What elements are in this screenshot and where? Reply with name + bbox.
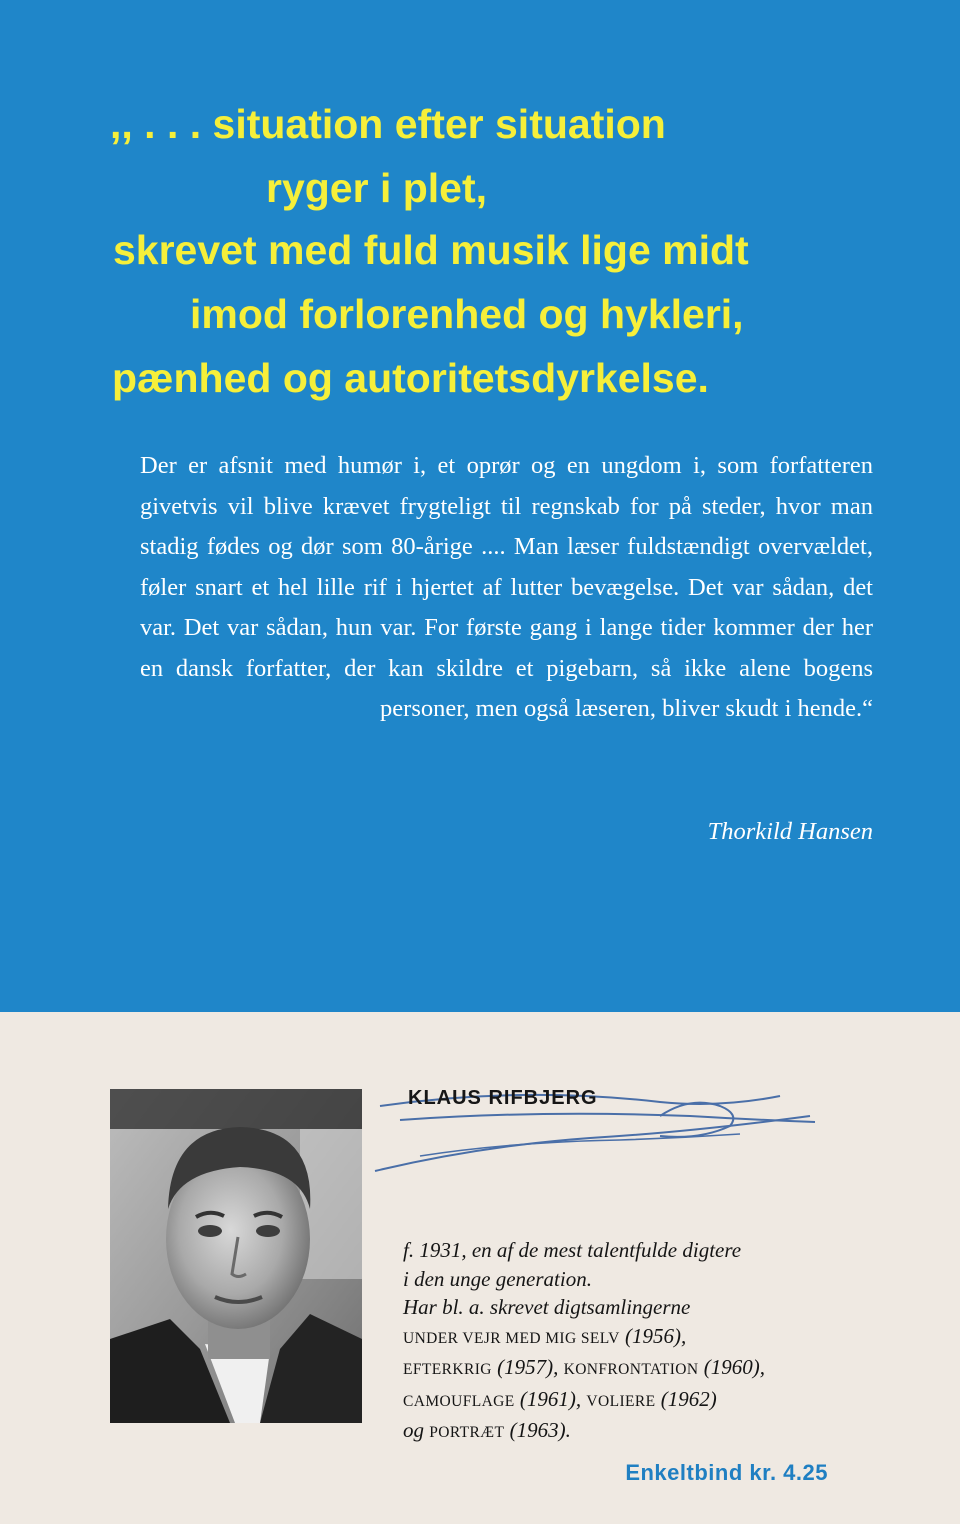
work-title: UNDER VEJR MED MIG SELV — [403, 1329, 620, 1347]
bio-conjunction: og — [403, 1418, 424, 1442]
work-year: (1960), — [703, 1355, 765, 1379]
work-title: KONFRONTATION — [563, 1361, 699, 1378]
bio-line-4 — [403, 1322, 883, 1354]
quote-line-3: skrevet med fuld musik lige midt — [113, 227, 749, 273]
quote-line-4: imod forlorenhed og hykleri, — [190, 291, 744, 337]
price-label: Enkeltbind kr. 4.25 — [625, 1460, 828, 1485]
work-title: CAMOUFLAGE — [403, 1392, 515, 1410]
work-title: PORTRÆT — [429, 1424, 505, 1441]
author-name: KLAUS RIFBJERG — [408, 1087, 598, 1109]
bio-line-6 — [403, 1385, 883, 1417]
work-title: VOLIERE — [586, 1392, 656, 1410]
quote-line-1: ,, . . . situation efter situation — [110, 101, 666, 147]
author-bio — [403, 1236, 883, 1448]
work-year: (1956), — [625, 1323, 687, 1348]
work-title: EFTERKRIG — [403, 1361, 492, 1378]
bio-line-3: Har bl. a. skrevet digtsamlingerne — [403, 1295, 691, 1319]
author-photo — [110, 1089, 362, 1423]
bio-line-1: f. 1931, en af de mest talentfulde digtere — [403, 1238, 742, 1262]
review-text: Der er afsnit med humør i, et oprør og en ungdom i, som forfatteren givetvis vil blive krævet frygteligt til regnskab for på steder, hvor man stadig fødes og dør som 80-årige .... Man læser fuldstændigt overvældet, føler snart et hel lille rif i hjertet af lutter bevægelse. Det var sådan, det var. Det var sådan, hun var. For første gang i lange tider kommer der her en dansk forfatter, der kan skildre et pigebarn, så ikke alene bogens personer, men også læseren, bliver skudt i hende.“ — [140, 452, 873, 722]
bio-line-2: i den unge generation. — [403, 1266, 592, 1291]
bio-line-7 — [403, 1416, 883, 1448]
bio-line-5 — [403, 1353, 883, 1385]
work-year: (1963). — [509, 1418, 571, 1442]
quote-line-5: pænhed og autoritetsdyrkelse. — [112, 355, 709, 401]
work-year: (1957), — [497, 1355, 559, 1379]
reviewer-name: Thorkild Hansen — [707, 818, 873, 845]
quote-line-2: ryger i plet, — [266, 165, 488, 211]
work-year: (1962) — [660, 1386, 717, 1411]
work-year: (1961), — [519, 1386, 582, 1411]
